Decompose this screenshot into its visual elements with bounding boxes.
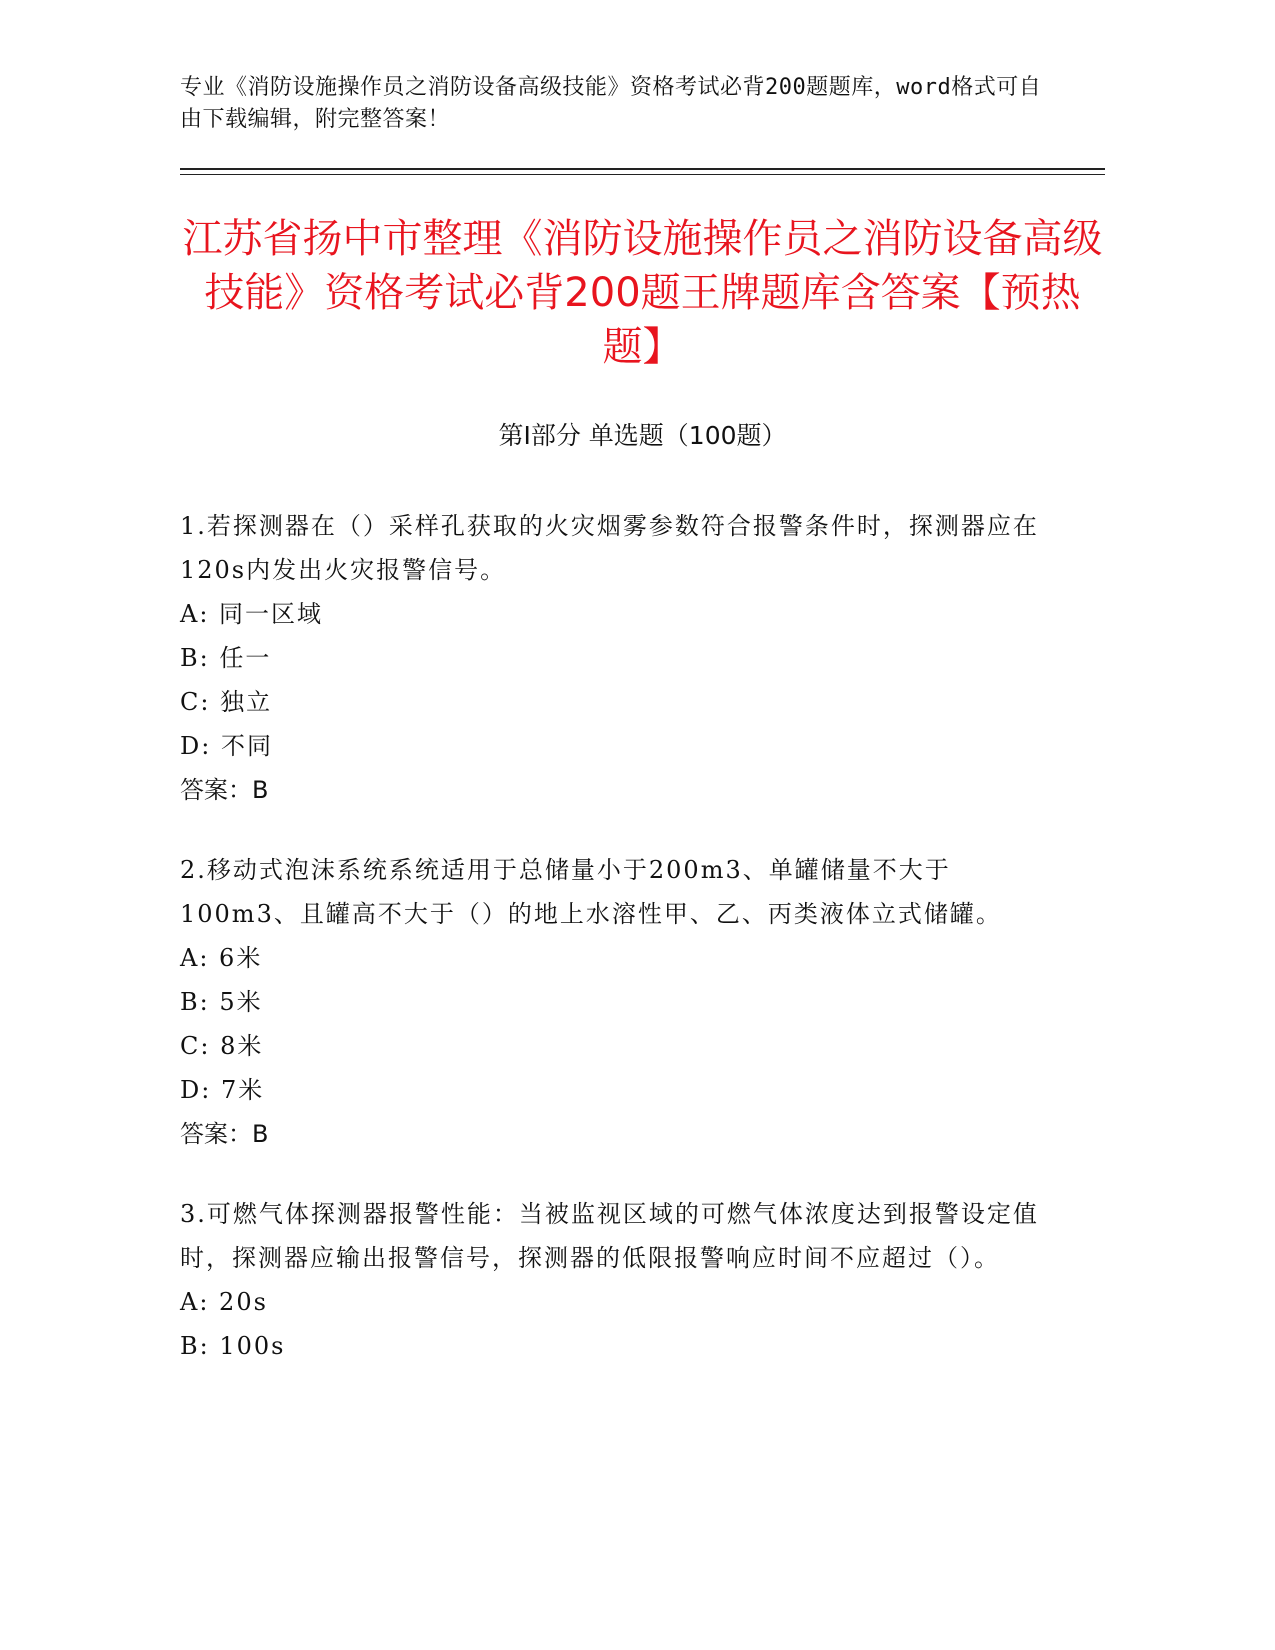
question-stem: 3.可燃气体探测器报警性能：当被监视区域的可燃气体浓度达到报警设定值时，探测器应输出报警信号，探测器的低限报警响应时间不应超过（）。: [180, 1200, 1039, 1272]
option-c: C: 独立: [180, 688, 273, 716]
question-2: [180, 848, 1040, 1156]
option-d: D: 不同: [180, 732, 273, 760]
answer: 答案：B: [180, 1120, 269, 1148]
question-list: [180, 504, 1040, 1404]
question-stem: 2.移动式泡沫系统系统适用于总储量小于200m3、单罐储量不大于100m3、且罐高不大于（）的地上水溶性甲、乙、丙类液体立式储罐。: [180, 856, 1002, 928]
section-title: 第Ⅰ部分 单选题（100题）: [498, 421, 787, 450]
option-b: B: 任一: [180, 644, 272, 672]
header-note: 专业《消防设施操作员之消防设备高级技能》资格考试必背200题题库，word格式可自由下载编辑，附完整答案！: [180, 75, 1042, 132]
answer: 答案：B: [180, 776, 269, 804]
option-b: B: 100s: [180, 1332, 286, 1360]
option-a: A: 20s: [180, 1288, 268, 1316]
option-a: A: 6米: [180, 944, 263, 972]
header-divider-thin: [180, 174, 1105, 175]
option-a: A: 同一区域: [180, 600, 324, 628]
option-c: C: 8米: [180, 1032, 264, 1060]
question-1: [180, 504, 1040, 812]
option-d: D: 7米: [180, 1076, 265, 1104]
document-title: 江苏省扬中市整理《消防设施操作员之消防设备高级技能》资格考试必背200题王牌题库含答案【预热题】: [182, 216, 1103, 370]
question-3: [180, 1192, 1040, 1368]
header-divider-thick: [180, 168, 1105, 170]
option-b: B: 5米: [180, 988, 263, 1016]
question-stem: 1.若探测器在（）采样孔获取的火灾烟雾参数符合报警条件时，探测器应在120s内发出火灾报警信号。: [180, 512, 1039, 584]
